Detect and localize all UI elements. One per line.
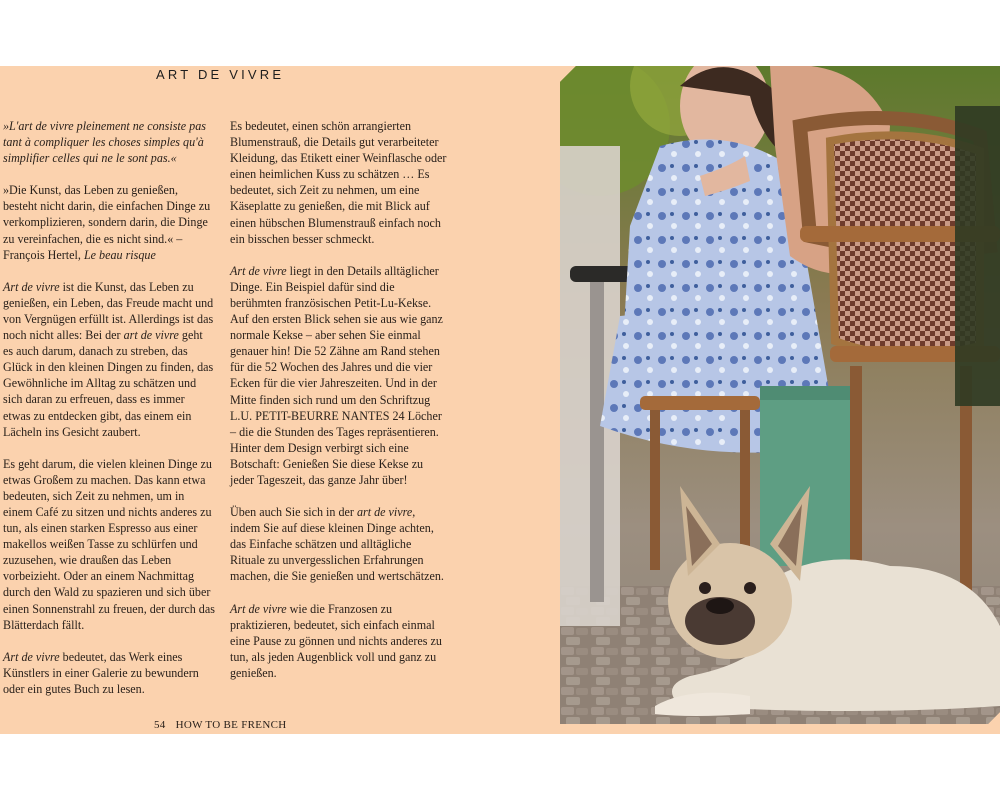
translation-text: »Die Kunst, das Leben zu genießen, besteht nicht darin, die einfachen Dinge zu verkomplizieren, sondern darin, die Dinge zu vereinfachen, die es nicht sind.« – François Hertel,	[3, 183, 211, 262]
quote-translation	[3, 182, 215, 262]
paragraph	[230, 504, 448, 584]
page-number: 54	[154, 719, 166, 731]
section-title: ART DE VIVRE	[156, 67, 285, 82]
paragraph-text: geht es auch darum, danach zu streben, das Glück in den kleinen Dingen zu finden, das Gewöhnliche im Alltag zu schätzen und sich daran zu erfreuen, dass es immer etwas zu entdecken gibt, das einem ein Lächeln ins Gesicht zaubert.	[3, 328, 214, 439]
paragraph: Es bedeutet, einen schön arrangierten Blumenstrauß, die Details gut verarbeiteter Kleidung, das Etikett einer Weinflasche oder einen heimlichen Kuss zu schätzen … Es bedeutet, sich Zeit zu nehmen, um eine Käseplatte zu genießen, die mit Blick auf einen hübschen Blumenstrauß einfach noch ein bisschen besser schmeckt.	[230, 119, 447, 246]
cafe-dog-photo	[560, 66, 1000, 724]
term: Art de vivre	[230, 263, 287, 278]
left-text-column	[3, 118, 215, 713]
term: art de vivre	[123, 328, 179, 343]
paragraph-text: Üben auch Sie sich in der	[230, 505, 357, 520]
term: Art de vivre	[3, 279, 60, 294]
right-text-column	[230, 118, 448, 697]
paragraph: Es geht darum, die vielen kleinen Dinge zu etwas Großem zu machen. Das kann etwa bedeuten, sich Zeit zu nehmen, um in einem Café zu sitzen und nichts anderes zu tun, als einen starken Espresso aus einer makellos weißen Tasse zu schlürfen und zuzusehen, wie draußen das Leben vorbeizieht. Oder an einem Nachmittag durch den Wald zu spazieren und sich über einen Sonnenstrahl zu freuen, der durch das Blätterdach fällt.	[3, 456, 215, 632]
french-quote: »L'art de vivre pleinement ne consiste pas tant à compliquer les choses simples qu'à simplifier celles qui ne le sont pas.«	[3, 119, 206, 166]
page-footer	[154, 719, 286, 731]
paragraph-text: liegt in den Details alltäglicher Dinge. Ein Beispiel dafür sind die berühmten französischen Petit-Lu-Kekse. Auf den ersten Blick sehen sie aus wie ganz normale Kekse – aber sehen Sie einmal genauer hin! Die 52 Zähne am Rand stehen für die 52 Wochen des Jahres und die vier Ecken für die vier Jahreszeiten. Und in der Mitte finden sich rund um den Schriftzug L.U. PETIT-BEURRE NANTES 24 Löcher – die die Stunden des Tages repräsentieren. Hinter dem Design verbirgt sich eine Botschaft: Genießen Sie diese Kekse zu jeder Tageszeit, das ganze Jahr über!	[230, 263, 443, 487]
paragraph	[3, 649, 215, 697]
paragraph-text: bedeutet, das Werk eines Künstlers in einer Galerie zu bewundern oder ein gutes Buch zu lesen.	[3, 649, 199, 696]
paragraph	[3, 279, 215, 440]
paragraph-text: , indem Sie auf diese kleinen Dinge achten, das Einfache schätzen und alltägliche Rituale zu unvergesslichen Erfahrungen machen, die Sie genießen und wertschätzen.	[230, 505, 444, 584]
term: art de vivre	[356, 505, 413, 520]
paragraph-text: wie die Franzosen zu praktizieren, bedeutet, sich einfach einmal eine Pause zu gönnen und nichts anderes zu tun, als jeden Augenblick voll und ganz zu genießen.	[230, 601, 442, 680]
term: Art de vivre	[3, 649, 60, 664]
term: Art de vivre	[230, 601, 287, 616]
paragraph	[230, 263, 448, 488]
paragraph	[230, 601, 448, 681]
translation-source: Le beau risque	[83, 247, 156, 262]
book-title: HOW TO BE FRENCH	[175, 719, 287, 731]
paragraph-text: ist die Kunst, das Leben zu genießen, ein Leben, das Freude macht und von Vergnügen erfüllt ist. Allerdings ist das noch nicht alles: Bei der	[3, 279, 214, 343]
